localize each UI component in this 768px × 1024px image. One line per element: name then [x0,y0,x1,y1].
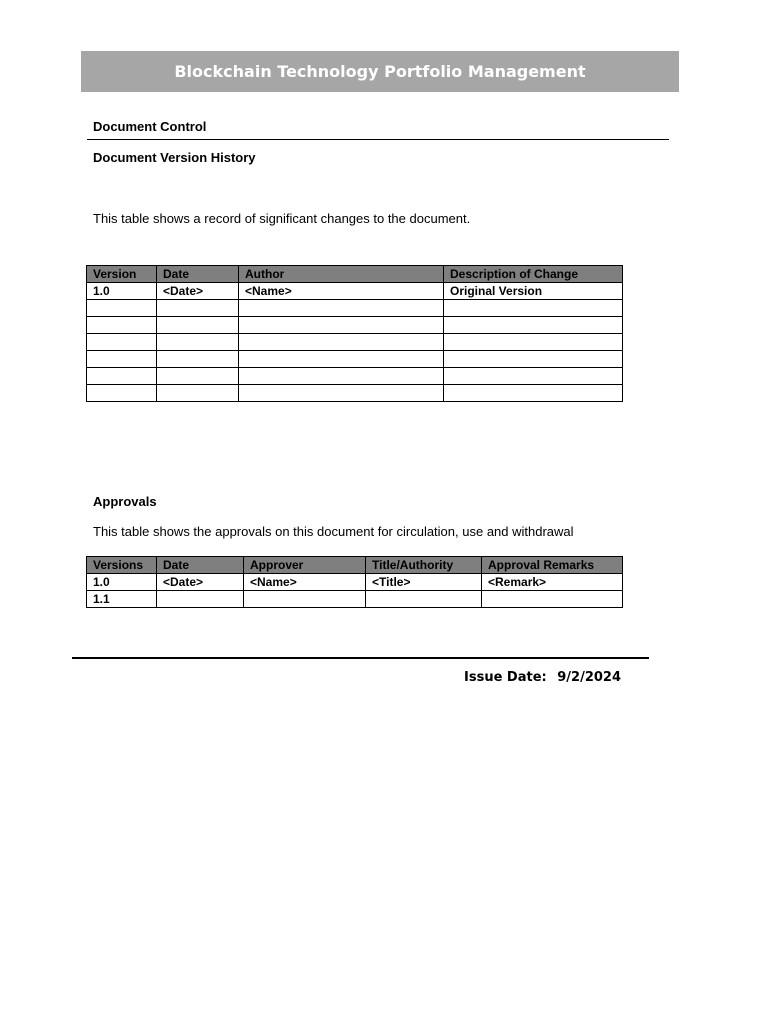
column-header: Approval Remarks [482,557,623,574]
approvals-heading: Approvals [93,494,157,509]
table-cell [157,385,239,402]
table-cell [239,317,444,334]
table-cell: <Name> [239,283,444,300]
table-row [87,351,623,368]
table-cell [444,385,623,402]
issue-date [464,670,621,685]
issue-date-label: Issue Date: [464,670,547,685]
table-cell: <Date> [157,283,239,300]
table-cell [157,300,239,317]
table-row [87,317,623,334]
column-header: Version [87,266,157,283]
table-row [87,368,623,385]
table-cell [239,351,444,368]
table-row [87,574,623,591]
table-cell: <Title> [366,574,482,591]
table-cell [157,591,244,608]
table-cell [157,351,239,368]
table-cell: <Name> [244,574,366,591]
column-header: Date [157,266,239,283]
document-title-banner [81,51,679,92]
table-cell [244,591,366,608]
document-control-heading: Document Control [93,119,207,134]
table-cell [87,351,157,368]
table-cell [239,368,444,385]
table-cell [444,300,623,317]
table-row [87,283,623,300]
approvals-description: This table shows the approvals on this document for circulation, use and withdrawal [93,524,574,539]
footer-divider [72,657,649,659]
table-cell [157,334,239,351]
table-cell [87,300,157,317]
table-cell [444,317,623,334]
approvals-table [86,556,623,608]
issue-date-value: 9/2/2024 [557,670,622,685]
table-cell [87,368,157,385]
table-cell [87,385,157,402]
table-cell [157,317,239,334]
version-history-table [86,265,623,402]
table-cell [444,368,623,385]
version-history-heading: Document Version History [93,150,256,165]
table-cell [482,591,623,608]
table-cell: 1.0 [87,574,157,591]
table-row [87,385,623,402]
table-header-row [87,266,623,283]
table-cell [444,351,623,368]
table-cell [157,368,239,385]
version-history-description: This table shows a record of significant changes to the document. [93,211,471,226]
document-title: Blockchain Technology Portfolio Management [174,62,586,81]
table-cell [444,334,623,351]
table-cell [239,300,444,317]
table-cell: 1.0 [87,283,157,300]
table-row [87,300,623,317]
table-row [87,334,623,351]
column-header: Author [239,266,444,283]
column-header: Date [157,557,244,574]
table-row [87,591,623,608]
table-cell: 1.1 [87,591,157,608]
table-cell [87,334,157,351]
table-cell [239,334,444,351]
table-cell: <Remark> [482,574,623,591]
table-cell [239,385,444,402]
divider [87,139,669,140]
column-header: Description of Change [444,266,623,283]
table-cell [87,317,157,334]
table-header-row [87,557,623,574]
table-cell: Original Version [444,283,623,300]
column-header: Approver [244,557,366,574]
column-header: Title/Authority [366,557,482,574]
column-header: Versions [87,557,157,574]
table-cell: <Date> [157,574,244,591]
table-cell [366,591,482,608]
